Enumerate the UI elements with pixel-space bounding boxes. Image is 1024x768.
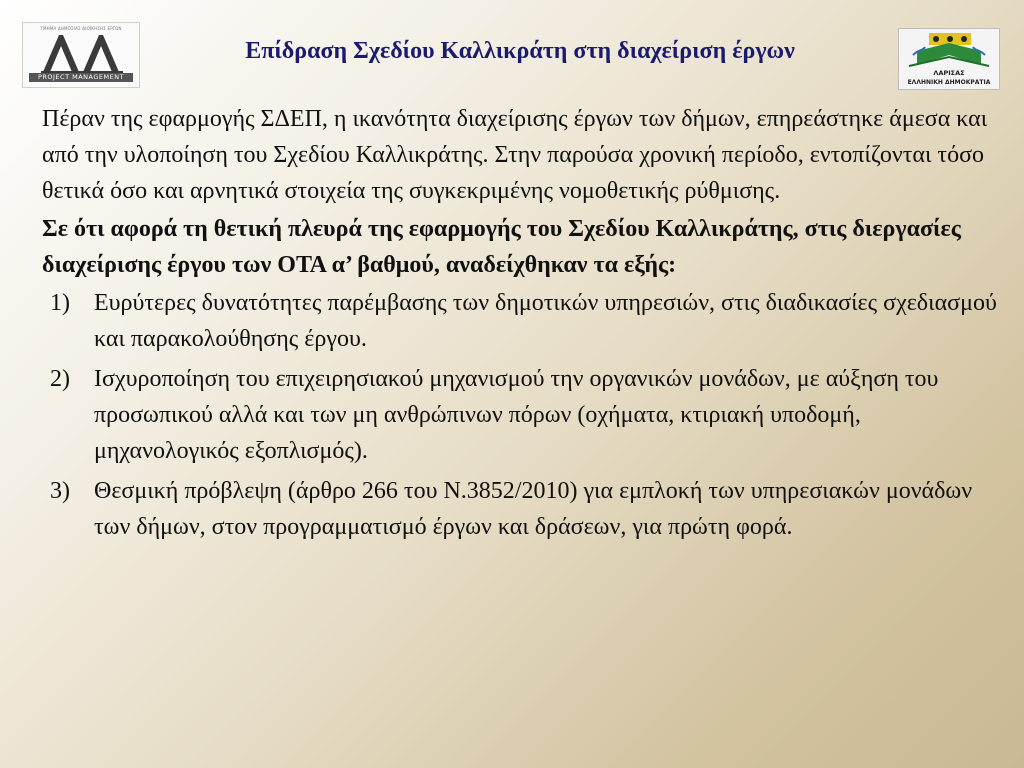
double-delta-icon <box>37 32 127 74</box>
project-management-logo <box>22 22 140 88</box>
list-item <box>42 285 1002 357</box>
list-item-text: Ισχυροποίηση του επιχειρησιακού μηχανισμού την οργανικών μονάδων, με αύξηση του προσωπικού αλλά και των μη ανθρώπινων πόρων (οχήματα, κτιριακή υποδομή, μηχανολογικός εξοπλισμός). <box>94 366 939 464</box>
list-item <box>42 473 1002 545</box>
logo-top-text: ΤΜΗΜΑ ΔΗΜΟΣΙΑΣ ΔΙΟΙΚΗΣΗΣ ΕΡΓΩΝ <box>40 26 122 31</box>
lead-paragraph: Σε ότι αφορά τη θετική πλευρά της εφαρμογής του Σχεδίου Καλλικράτης, στις διεργασίες διαχείρισης έργου των ΟΤΑ α’ βαθμού, αναδείχθηκαν τα εξής: <box>42 216 961 278</box>
numbered-list <box>42 285 1002 545</box>
slide-title: Επίδραση Σχεδίου Καλλικράτη στη διαχείριση έργων <box>245 38 795 64</box>
logo-caption: PROJECT MANAGEMENT <box>29 73 133 82</box>
logo-country-label: ΕΛΛΗΝΙΚΗ ΔΗΜΟΚΡΑΤΙΑ <box>907 79 991 86</box>
list-item-text: Θεσμική πρόβλεψη (άρθρο 266 του Ν.3852/2010) για εμπλοκή των υπηρεσιακών μονάδων των δήμων, στον προγραμματισμό έργων και δράσεων, για πρώτη φορά. <box>94 478 973 540</box>
logo-city-label: ΛΑΡΙΣΑΣ <box>933 69 965 77</box>
list-item <box>42 361 1002 469</box>
list-item-number: 2) <box>50 366 70 392</box>
puzzle-book-icon <box>899 29 999 69</box>
slide-body <box>42 101 1002 549</box>
list-item-number: 1) <box>50 290 70 316</box>
intro-paragraph: Πέραν της εφαρμογής ΣΔΕΠ, η ικανότητα διαχείρισης έργων των δήμων, επηρεάστηκε άμεσα και από την υλοποίηση του Σχεδίου Καλλικράτης. Στην παρούσα χρονική περίοδο, εντοπίζονται τόσο θετικά όσο και αρνητικά στοιχεία της συγκεκριμένης νομοθετικής ρύθμισης. <box>42 106 988 204</box>
list-item-number: 3) <box>50 478 70 504</box>
municipality-logo <box>898 28 1000 90</box>
list-item-text: Ευρύτερες δυνατότητες παρέμβασης των δημοτικών υπηρεσιών, στις διαδικασίες σχεδιασμού και παρακολούθησης έργου. <box>94 290 997 352</box>
